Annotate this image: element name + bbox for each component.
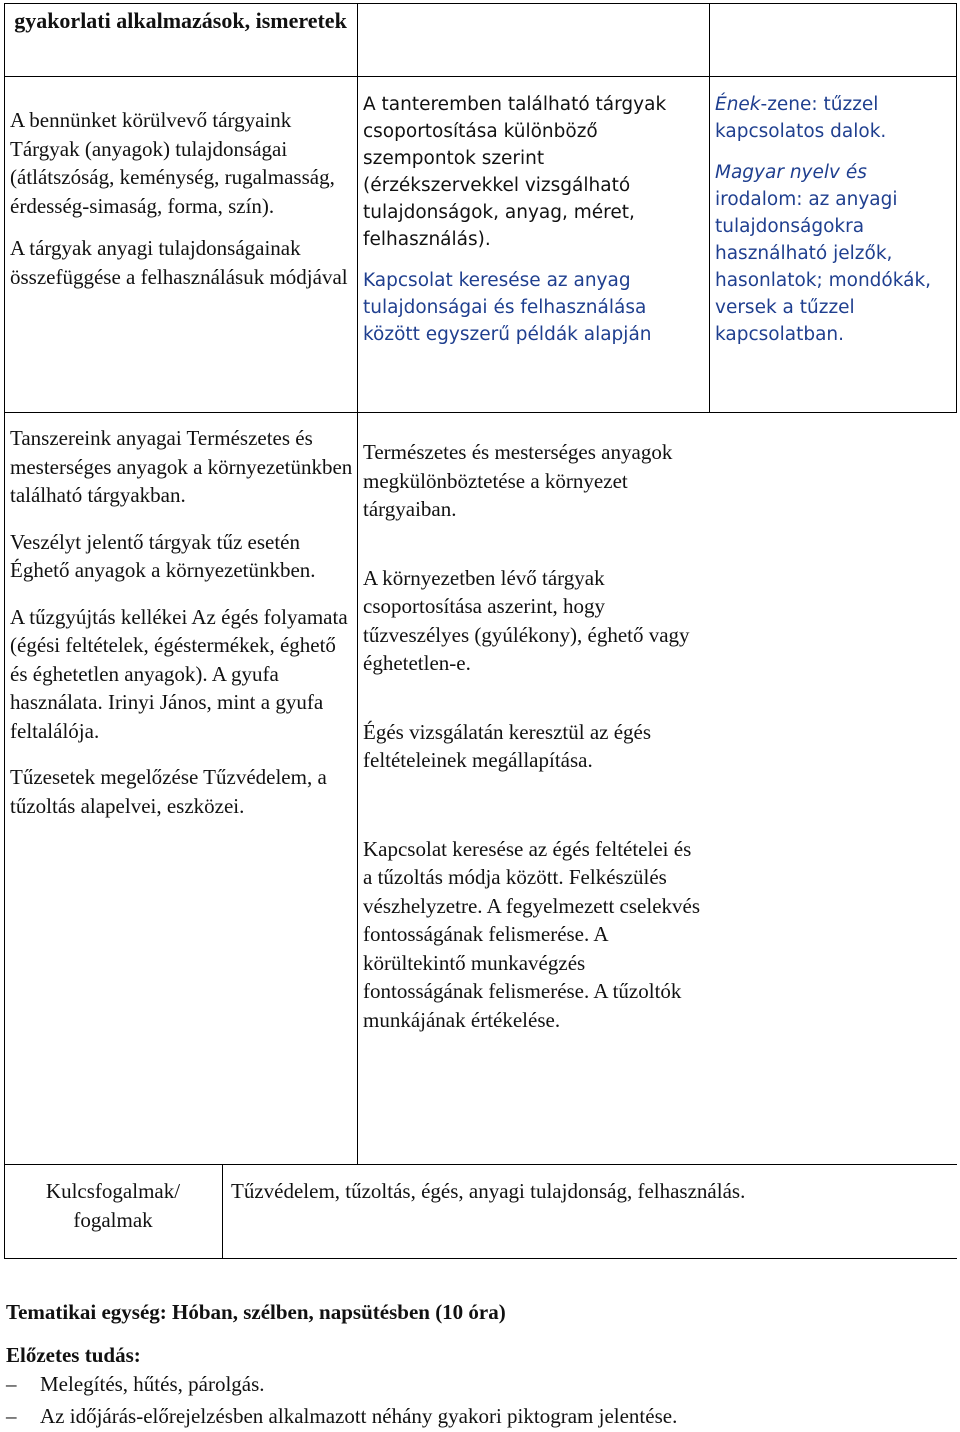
topic-fire-prevention: Tűzesetek megelőzése Tűzvédelem, a tűzoltás alapelvei, eszközei. xyxy=(10,765,327,818)
activity-paragraph-1: A tanteremben található tárgyak csoportosítása különböző szempontok szerint (érzékszervekkel vizsgálható tulajdonságok, anyag, méret, felhasználás). xyxy=(363,94,667,250)
table-bottom-border xyxy=(4,1258,957,1259)
connection-literature-subject: Magyar nyelv és xyxy=(715,162,867,183)
topic-materials: Tanszereink anyagai Természetes és mesterséges anyagok a környezetünkben található tárgyakban. xyxy=(10,426,353,507)
keywords-value-cell xyxy=(231,1177,951,1206)
keywords-label-cell xyxy=(8,1177,218,1234)
connection-music xyxy=(715,91,953,145)
row1-topics-cell xyxy=(10,106,353,291)
table-left-border xyxy=(4,3,5,1259)
prior-knowledge-text: Az időjárás-előrejelzésben alkalmazott néhány gyakori piktogram jelentése. xyxy=(40,1404,678,1428)
keywords-value: Tűzvédelem, tűzoltás, égés, anyagi tulajdonság, felhasználás. xyxy=(231,1179,746,1203)
header-cell xyxy=(8,6,353,36)
row1-connections-cell xyxy=(715,91,953,348)
keywords-divider xyxy=(222,1164,223,1259)
row1-activities-cell xyxy=(363,91,705,348)
row2-topics-cell xyxy=(10,424,353,820)
prior-knowledge-item xyxy=(6,1370,946,1399)
connection-literature-text: irodalom: az anyagi tulajdonságokra használható jelzők, hasonlatok; mondókák, versek a tűzzel kapcsolatban. xyxy=(715,189,932,345)
connection-music-text: -zene: tűzzel kapcsolatos dalok. xyxy=(715,94,887,142)
col-divider-1 xyxy=(357,3,358,1165)
activity-burning: Égés vizsgálatán keresztül az égés feltételeinek megállapítása. xyxy=(363,719,652,772)
header-title: gyakorlati alkalmazások, ismeretek xyxy=(14,8,347,33)
prior-knowledge-item xyxy=(6,1402,946,1431)
activity-firefighting: Kapcsolat keresése az égés feltételei és a tűzoltás módja között. Felkészülés vészhelyzetre. A fegyelmezett cselekvés fontosságának felismerése. A körültekintő munkavégzés fontosságának felismerése. A tűzoltók munkájának értékelése. xyxy=(363,836,701,1032)
section-title: Tematikai egység: Hóban, szélben, napsütésben (10 óra) xyxy=(6,1300,506,1324)
row2-activities-cell xyxy=(363,438,705,1034)
activity-paragraph-2: Kapcsolat keresése az anyag tulajdonságai és felhasználása között egyszerű példák alapján xyxy=(363,270,652,345)
keywords-label: Kulcsfogalmak/ fogalmak xyxy=(45,1179,181,1232)
prior-knowledge-label: Előzetes tudás: xyxy=(6,1343,141,1367)
connection-music-subject: Ének xyxy=(715,94,761,115)
row2-bottom xyxy=(4,1164,957,1165)
row1-bottom xyxy=(4,412,957,413)
col-divider-2 xyxy=(709,3,710,413)
dash-bullet: – xyxy=(6,1404,17,1428)
header-row-bottom xyxy=(4,76,957,77)
topic-paragraph-2: A tárgyak anyagi tulajdonságainak összefüggése a felhasználásuk módjával xyxy=(10,236,348,289)
dash-bullet: – xyxy=(6,1372,17,1396)
topic-danger: Veszélyt jelentő tárgyak tűz esetén Éghető anyagok a környezetünkben. xyxy=(10,529,316,582)
table-right-border xyxy=(956,3,957,413)
prior-knowledge-text: Melegítés, hűtés, párolgás. xyxy=(40,1372,265,1396)
activity-materials: Természetes és mesterséges anyagok megkülönböztetése a környezet tárgyaiban. xyxy=(363,440,673,521)
topic-fire-lighting: A tűzgyújtás kellékei Az égés folyamata (égési feltételek, égéstermékek, éghető és éghetetlen anyagok). A gyufa használata. Irinyi János, mint a gyufa feltalálója. xyxy=(10,604,348,743)
activity-grouping: A környezetben lévő tárgyak csoportosítása aszerint, hogy tűzveszélyes (gyúlékony), éghető vagy éghetetlen-e. xyxy=(363,565,690,675)
table-top-border xyxy=(4,3,957,4)
topic-paragraph-1: A bennünket körülvevő tárgyaink Tárgyak (anyagok) tulajdonságai (átlátszóság, keménység, rugalmasság, érdesség-simaság, forma, szín). xyxy=(10,108,335,218)
connection-literature xyxy=(715,159,953,348)
